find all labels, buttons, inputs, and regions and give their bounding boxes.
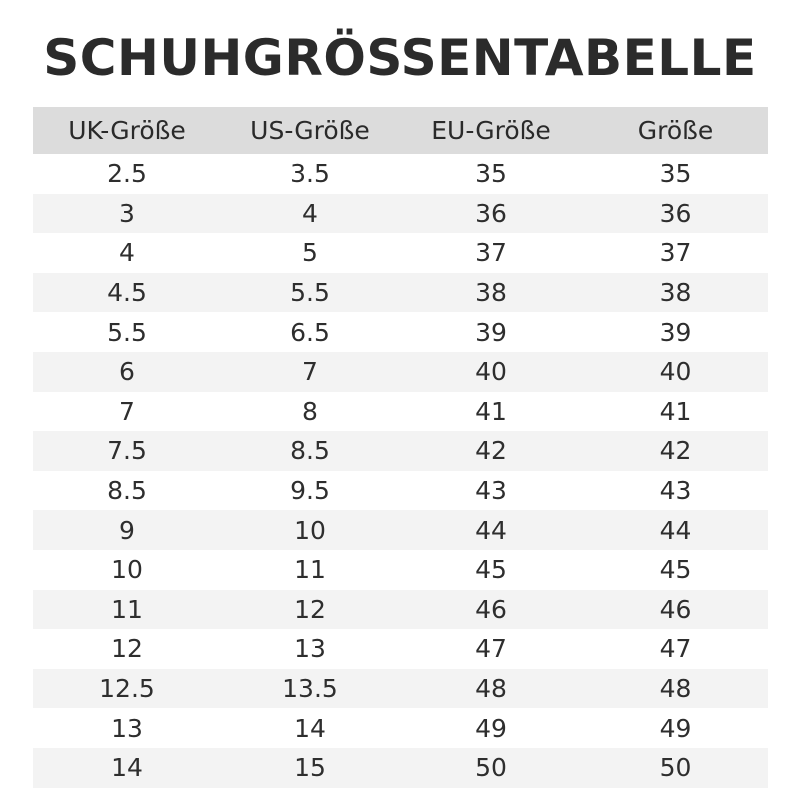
table-row bbox=[33, 431, 768, 471]
table-row bbox=[33, 510, 768, 550]
us-size-cell: 12 bbox=[221, 590, 399, 630]
size-cell: 36 bbox=[583, 194, 768, 234]
us-size-cell: 3.5 bbox=[221, 154, 399, 194]
eu-size-cell: 48 bbox=[399, 669, 583, 709]
size-cell: 42 bbox=[583, 431, 768, 471]
eu-size-cell: 47 bbox=[399, 629, 583, 669]
page-title: SCHUHGRÖSSENTABELLE bbox=[43, 29, 757, 87]
eu-size-cell: 45 bbox=[399, 550, 583, 590]
uk-size-cell: 6 bbox=[33, 352, 221, 392]
uk-size-cell: 5.5 bbox=[33, 312, 221, 352]
size-cell: 50 bbox=[583, 748, 768, 788]
size-cell: 44 bbox=[583, 510, 768, 550]
size-cell: 35 bbox=[583, 154, 768, 194]
table-row bbox=[33, 550, 768, 590]
table-row bbox=[33, 154, 768, 194]
size-cell: 48 bbox=[583, 669, 768, 709]
uk-size-cell: 7.5 bbox=[33, 431, 221, 471]
us-size-cell: 4 bbox=[221, 194, 399, 234]
size-cell: 49 bbox=[583, 708, 768, 748]
table-row bbox=[33, 352, 768, 392]
eu-size-cell: 37 bbox=[399, 233, 583, 273]
us-size-cell: 15 bbox=[221, 748, 399, 788]
uk-size-cell: 14 bbox=[33, 748, 221, 788]
table-row bbox=[33, 669, 768, 709]
table-row bbox=[33, 194, 768, 234]
us-size-cell: 8.5 bbox=[221, 431, 399, 471]
us-size-cell: 14 bbox=[221, 708, 399, 748]
table-row bbox=[33, 748, 768, 788]
table-row bbox=[33, 629, 768, 669]
us-size-cell: 5.5 bbox=[221, 273, 399, 313]
table-row bbox=[33, 392, 768, 432]
eu-size-cell: 44 bbox=[399, 510, 583, 550]
uk-size-cell: 7 bbox=[33, 392, 221, 432]
size-cell: 39 bbox=[583, 312, 768, 352]
uk-size-cell: 9 bbox=[33, 510, 221, 550]
size-cell: 37 bbox=[583, 233, 768, 273]
table-row bbox=[33, 471, 768, 511]
eu-size-cell: 43 bbox=[399, 471, 583, 511]
eu-size-cell: 42 bbox=[399, 431, 583, 471]
uk-size-cell: 13 bbox=[33, 708, 221, 748]
uk-size-cell: 3 bbox=[33, 194, 221, 234]
size-cell: 45 bbox=[583, 550, 768, 590]
eu-size-cell: 50 bbox=[399, 748, 583, 788]
eu-size-cell: 38 bbox=[399, 273, 583, 313]
us-size-cell: 9.5 bbox=[221, 471, 399, 511]
us-size-cell: 10 bbox=[221, 510, 399, 550]
us-size-cell: 13 bbox=[221, 629, 399, 669]
table-row bbox=[33, 590, 768, 630]
uk-size-cell: 4.5 bbox=[33, 273, 221, 313]
uk-size-cell: 10 bbox=[33, 550, 221, 590]
table-header bbox=[33, 107, 768, 154]
us-size-cell: 11 bbox=[221, 550, 399, 590]
table-body bbox=[33, 154, 768, 788]
header-uk-size: UK-Größe bbox=[33, 107, 221, 154]
header-us-size: US-Größe bbox=[221, 107, 399, 154]
us-size-cell: 7 bbox=[221, 352, 399, 392]
eu-size-cell: 49 bbox=[399, 708, 583, 748]
eu-size-cell: 46 bbox=[399, 590, 583, 630]
header-eu-size: EU-Größe bbox=[399, 107, 583, 154]
table-row bbox=[33, 273, 768, 313]
eu-size-cell: 36 bbox=[399, 194, 583, 234]
uk-size-cell: 2.5 bbox=[33, 154, 221, 194]
uk-size-cell: 11 bbox=[33, 590, 221, 630]
eu-size-cell: 39 bbox=[399, 312, 583, 352]
table-row bbox=[33, 233, 768, 273]
size-cell: 46 bbox=[583, 590, 768, 630]
size-cell: 38 bbox=[583, 273, 768, 313]
table-header-row bbox=[33, 107, 768, 154]
size-cell: 47 bbox=[583, 629, 768, 669]
us-size-cell: 6.5 bbox=[221, 312, 399, 352]
us-size-cell: 8 bbox=[221, 392, 399, 432]
eu-size-cell: 40 bbox=[399, 352, 583, 392]
uk-size-cell: 12.5 bbox=[33, 669, 221, 709]
size-cell: 43 bbox=[583, 471, 768, 511]
table-row bbox=[33, 312, 768, 352]
size-cell: 40 bbox=[583, 352, 768, 392]
us-size-cell: 5 bbox=[221, 233, 399, 273]
uk-size-cell: 12 bbox=[33, 629, 221, 669]
us-size-cell: 13.5 bbox=[221, 669, 399, 709]
table-row bbox=[33, 708, 768, 748]
eu-size-cell: 41 bbox=[399, 392, 583, 432]
uk-size-cell: 4 bbox=[33, 233, 221, 273]
size-cell: 41 bbox=[583, 392, 768, 432]
uk-size-cell: 8.5 bbox=[33, 471, 221, 511]
header-size: Größe bbox=[583, 107, 768, 154]
eu-size-cell: 35 bbox=[399, 154, 583, 194]
shoe-size-table bbox=[33, 107, 768, 788]
